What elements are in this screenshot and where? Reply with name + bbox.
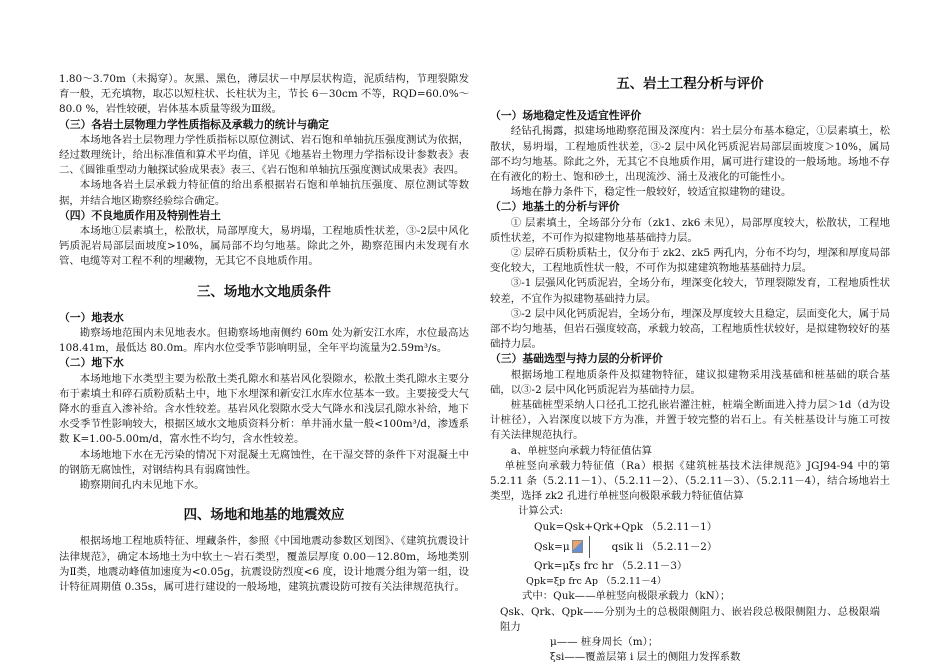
right-column — [490, 72, 890, 665]
formula-legend-xi: ξsi——覆盖层第 i 层土的侧阻力发挥系数 — [550, 651, 741, 664]
paragraph-bearing-capacity: 本场地各岩土层承载力特征值的给出系根据岩石饱和单轴抗压强度、原位测试等数据，并结合地区勘察经验综合确定。 — [59, 179, 469, 207]
formula-legend-qsk: Qsk、Qrk、Qpk——分别为土的总极限侧阻力、嵌岩段总极限侧阻力、总极限端阻力 — [500, 605, 880, 633]
formula-5-2-11-4: Qpk=ξp frc Ap （5.2.11－4） — [526, 576, 667, 588]
paragraph-layer-2: ② 层碎石质粉质粘土，仅分布于 zk2、zk5 两孔内，分布不均匀，埋深和厚度局部变化较大，工程地质性状一般，不可作为拟建建筑物地基基础持力层。 — [490, 247, 890, 275]
formula-5-2-11-2 — [490, 535, 890, 559]
section-heading-stability: （一）场地稳定性及适宜性评价 — [490, 110, 642, 123]
paragraph-physical-indices: 本场地各岩土层物理力学性质指标以原位测试、岩石饱和单轴抗压强度测试为依据，经过数理统计，给出标准值和算术平均值，详见《地基岩土物理力学指标设计参数表》表二、《圆锥重型动力触探试验成果表》表三、《岩石饱和单轴抗压强度测试成果表》表四。 — [59, 133, 469, 177]
formula-5-2-11-1: Quk=Qsk+Qrk+Qpk （5.2.11－1） — [534, 520, 718, 533]
formula-label: 计算公式: — [518, 505, 564, 518]
section-heading-surface-water: （一）地表水 — [59, 311, 124, 324]
paragraph-layer-1: ① 层素填土，全场部分分布（zk1、zk6 未见），局部厚度较大，松散状，工程地质性状差，不可作为拟建物地基基础持力层。 — [490, 216, 890, 244]
formula-divider — [589, 536, 602, 558]
summation-icon — [572, 540, 583, 553]
paragraph-groundwater: 本场地地下水类型主要为松散土类孔隙水和基岩风化裂隙水，松散土类孔隙水主要分布于素填土和碎石质粉质粘土中，地下水埋深和新安江水库水位基本一致。主要接受大气降水的垂直入渗补给。含水性较差。基岩风化裂隙水受大气降水和浅层孔隙水补给，地下水受季节性影响较大，根据区域水文地质资料分析：单井涌水量一般<100m³/d，渗透系数 K=1.00-5.00m/d，富水性不均匀，含水性较差。 — [59, 372, 469, 446]
paragraph-static-stability: 场地在静力条件下，稳定性一般较好，较适宜拟建物的建设。 — [510, 186, 792, 199]
paragraph-stability: 经钻孔揭露，拟建场地勘察范围及深度内：岩土层分布基本稳定，①层素填土，松散状，易坍塌，工程地质性状差，③-2 层中风化钙质泥岩局部层面坡度＞10%，属局部不均匀地基。除此之外，无其它不良地质作用，属可进行建设的一般场地。场地不存在有液化的粉土、饱和砂土，出现流沙、涌土及液化的可能性小。 — [490, 125, 890, 184]
paragraph-seismic: 根据场地工程地质特征、埋藏条件，参照《中国地震动参数区划图》、《建筑抗震设计法律规范》，确定本场地土为中软土～岩石类型，覆盖层厚度 0.00－12.80m，场地类别为Ⅱ类，地震动峰值加速度为<0.05g，抗震设防烈度<6 度，设计地震分组为第一组，设计特征周期值 0.35s，属可进行建设的一般场地，建筑抗震设防可按有关法律规范执行。 — [59, 535, 469, 594]
paragraph-no-groundwater: 勘察期间孔内未见地下水。 — [79, 479, 205, 492]
section-heading-foundation-soil: （二）地基土的分析与评价 — [490, 201, 620, 214]
paragraph-rock-description: 1.80～3.70m（未揭穿）。灰黑、黑色，薄层状－中厚层状构造，泥质结构，节理裂隙发育一般，无充填物，取芯以短柱状、长柱状为主，节长 6－30cm 不等，RQD=60.0%～80.0 %，岩性较硬，岩体基本质量等级为Ⅲ级。 — [59, 73, 469, 116]
paragraph-pile-design: 桩基础桩型采纳人口径孔工挖孔嵌岩灌注桩，桩端全断面进入持力层＞1d（d为设计桩径），入岩深度以坡下方为准，并置于较完整的岩石上。有关桩基设计与施工可按有关法律规范执行。 — [490, 399, 890, 442]
paragraph-layer-3-2: ③-2 层中风化钙质泥岩，全场分布，埋深及厚度较大且稳定，层面变化大，属于局部不均匀地基，但岩石强度较高，承载力较高，工程地质性状较好，是拟建物较好的基础持力层。 — [490, 307, 890, 351]
formula-5-2-11-3: Qrk=μξs frc hr （5.2.11－3） — [534, 559, 688, 572]
left-column — [59, 72, 469, 595]
paragraph-adverse-geology: 本场地①层素填土，松散状，局部厚度大，易坍塌，工程地质性状差，③-2层中风化钙质泥岩局部层面坡度>10%，属局部不均匀地基。除此之外，勘察范围内未发现有水管、电缆等对工程不利的埋藏物，无其它不良地质作用。 — [59, 225, 469, 268]
paragraph-layer-3-1: ③-1 层强风化钙质泥岩，全场分布，埋深变化较大，节理裂隙发育，工程地质性状较差，不宜作为拟建物基础持力层。 — [490, 277, 890, 305]
paragraph-pile-capacity: 单桩竖向承载力特征值（Ra）根据《建筑桩基技术法律规范》JGJ94-94 中的第5.2.11 条（5.2.11－1）、（5.2.11－2）、（5.2.11－3）、（5.2.11－4），结合场地岩土类型，选择 zk2 孔进行单桩竖向极限承载力特征值估算 — [490, 459, 890, 503]
formula-legend-mu: μ—— 桩身周长（m）； — [550, 635, 659, 648]
chapter-title-analysis: 五、岩土工程分析与评价 — [616, 76, 764, 91]
chapter-title-seismic: 四、场地和地基的地震效应 — [183, 507, 345, 523]
section-heading-4: （四）不良地质作用及特别性岩土 — [59, 209, 221, 222]
section-heading-3: （三）各岩土层物理力学性质指标及承载力的统计与确定 — [59, 118, 329, 131]
section-heading-foundation-type: （三）基础选型与持力层的分析评价 — [490, 353, 663, 366]
paragraph-pile-capacity-heading: a、单桩竖向承载力特征值估算 — [510, 444, 653, 457]
formula-lhs: Qsk=μ — [534, 540, 570, 553]
chapter-title-hydrogeology: 三、场地水文地质条件 — [197, 283, 331, 299]
paragraph-corrosivity: 本场地地下水在无污染的情况下对混凝土无腐蚀性，在干湿交替的条件下对混凝土中的钢筋无腐蚀性，对钢结构具有弱腐蚀性。 — [59, 448, 469, 476]
section-heading-groundwater: （二）地下水 — [59, 357, 124, 370]
formula-rhs: qsik li （5.2.11－2） — [611, 540, 718, 553]
formula-legend-quk: 式中：Quk——单桩竖向极限承载力（kN）； — [522, 590, 731, 603]
paragraph-foundation-choice: 根据场地工程地质条件及拟建物特征，建议拟建物采用浅基础和桩基础的联合基础，以③-2 层中风化钙质泥岩为基础持力层。 — [490, 368, 890, 396]
paragraph-surface-water: 勘察场地范围内未见地表水。但勘察场地南侧约 60m 处为新安江水库，水位最高达 108.41m，最低达 80.0m。库内水位受季节影响明显，全年平均流量为2.59m³/s。 — [59, 327, 469, 355]
